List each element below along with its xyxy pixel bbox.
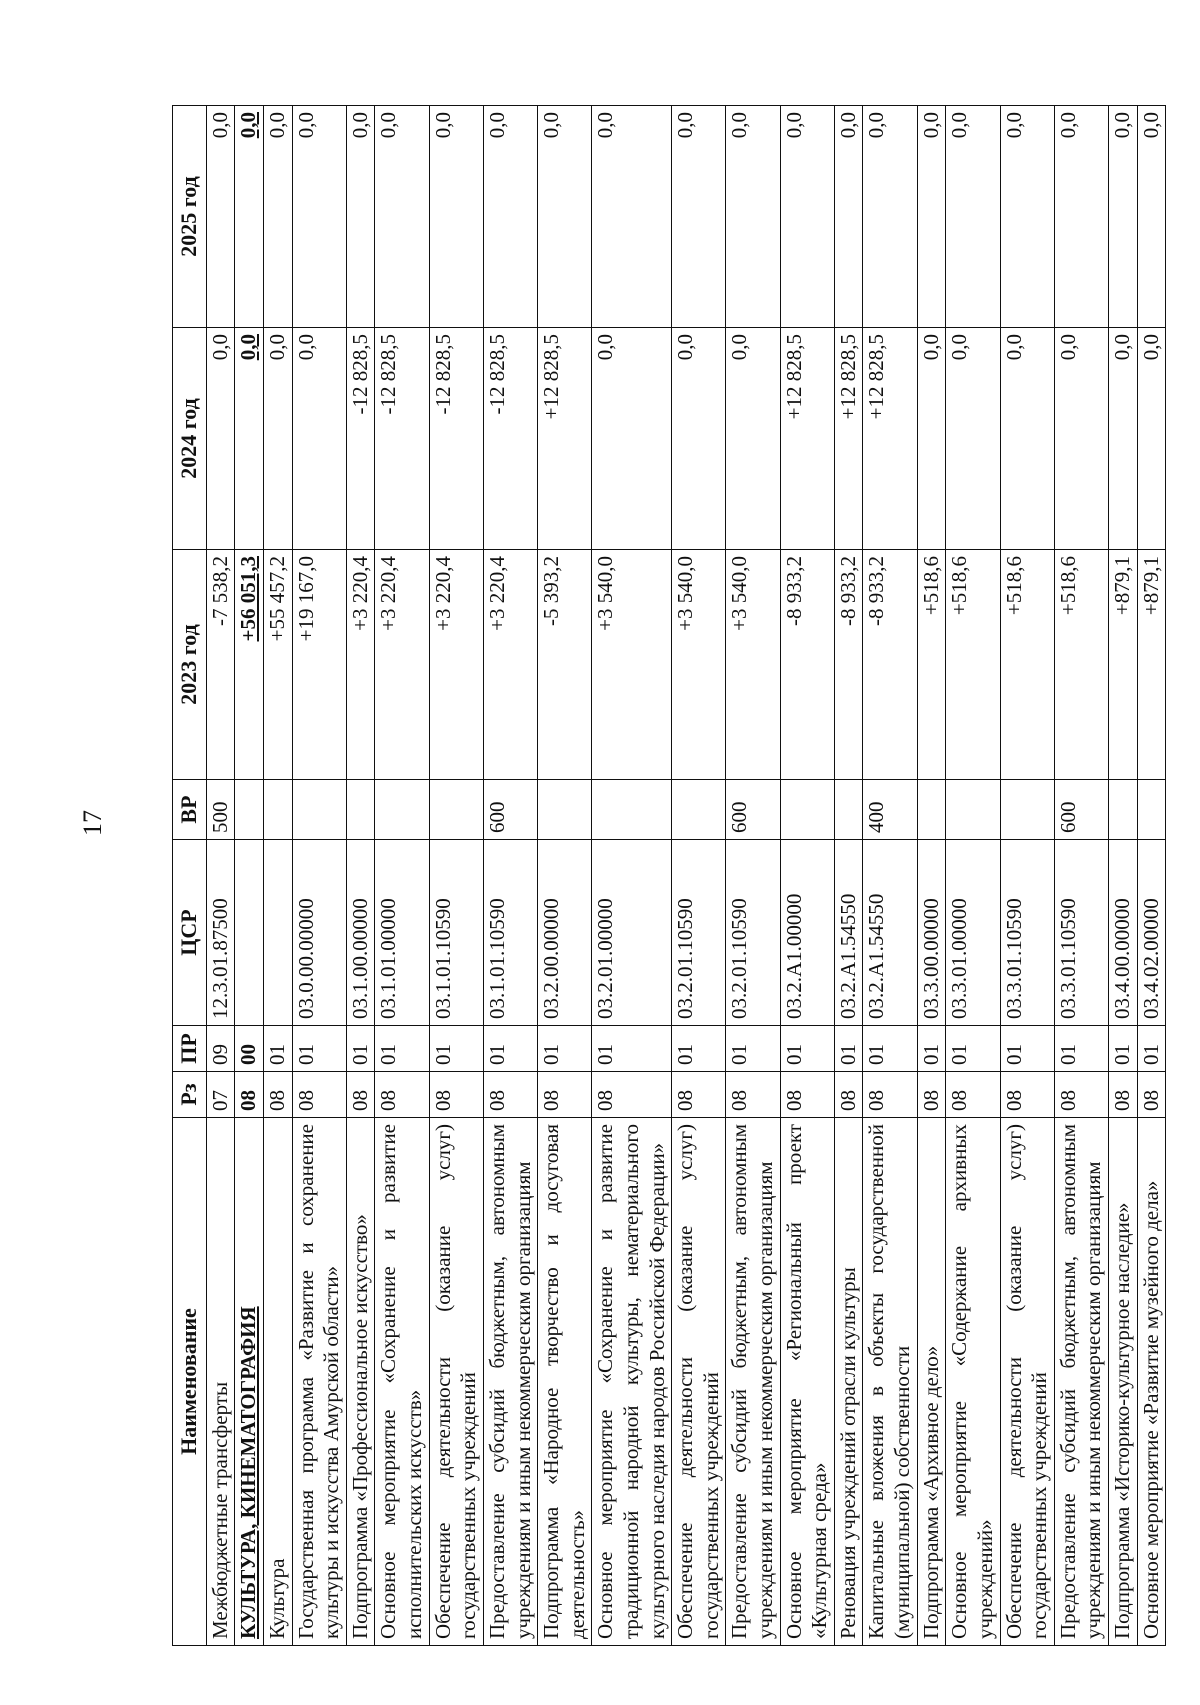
cell-2024: -12 828,5: [429, 328, 483, 550]
table-body: [206, 106, 1165, 1646]
cell-csr: 03.3.00.00000: [917, 840, 946, 1026]
cell-vr: [780, 780, 834, 840]
cell-csr: [235, 840, 264, 1026]
cell-rz: 08: [1054, 1072, 1108, 1118]
cell-rz: 08: [726, 1072, 780, 1118]
cell-rz: 08: [917, 1072, 946, 1118]
cell-csr: 03.0.00.00000: [292, 840, 346, 1026]
cell-rz: 08: [592, 1072, 672, 1118]
cell-2024: 0,0: [672, 328, 726, 550]
cell-name: Подпрограмма «Народное творчество и досуговая деятельность»: [538, 1118, 592, 1646]
cell-2024: 0,0: [592, 328, 672, 550]
cell-pr: 01: [538, 1026, 592, 1072]
cell-2023: +518,6: [946, 550, 1000, 780]
table-row: [483, 106, 537, 1646]
cell-rz: 08: [1137, 1072, 1166, 1118]
cell-2024: 0,0: [292, 328, 346, 550]
cell-2025: 0,0: [917, 106, 946, 328]
cell-vr: [834, 780, 863, 840]
cell-vr: [672, 780, 726, 840]
cell-csr: 03.2.A1.00000: [780, 840, 834, 1026]
header-pr: ПР: [173, 1026, 207, 1072]
cell-pr: 01: [592, 1026, 672, 1072]
cell-name: Основное мероприятие «Сохранение и развитие исполнительских искусств»: [375, 1118, 429, 1646]
cell-2025: 0,0: [726, 106, 780, 328]
cell-2024: 0,0: [917, 328, 946, 550]
cell-2024: +12 828,5: [834, 328, 863, 550]
cell-vr: [946, 780, 1000, 840]
cell-pr: 01: [1000, 1026, 1054, 1072]
cell-name: Межбюджетные трансферты: [206, 1118, 235, 1646]
cell-name: Обеспечение деятельности (оказание услуг) государственных учреждений: [672, 1118, 726, 1646]
cell-csr: 12.3.01.87500: [206, 840, 235, 1026]
cell-vr: [235, 780, 264, 840]
cell-pr: 01: [834, 1026, 863, 1072]
cell-2023: +518,6: [917, 550, 946, 780]
cell-2023: +3 540,0: [592, 550, 672, 780]
cell-pr: 01: [292, 1026, 346, 1072]
cell-2025: 0,0: [780, 106, 834, 328]
cell-2023: -8 933,2: [780, 550, 834, 780]
cell-rz: 08: [834, 1072, 863, 1118]
cell-pr: 01: [946, 1026, 1000, 1072]
cell-name: Государственная программа «Развитие и сохранение культуры и искусства Амурской области»: [292, 1118, 346, 1646]
cell-pr: 01: [483, 1026, 537, 1072]
cell-2024: 0,0: [1000, 328, 1054, 550]
cell-2023: +55 457,2: [264, 550, 293, 780]
cell-pr: 00: [235, 1026, 264, 1072]
cell-2025: 0,0: [1108, 106, 1137, 328]
cell-2025: 0,0: [206, 106, 235, 328]
page-number: 17: [78, 810, 107, 836]
table-row: [946, 106, 1000, 1646]
cell-rz: 08: [672, 1072, 726, 1118]
cell-2023: +3 220,4: [483, 550, 537, 780]
cell-csr: 03.2.01.10590: [726, 840, 780, 1026]
cell-name: Реновация учреждений отрасли культуры: [834, 1118, 863, 1646]
cell-2024: 0,0: [726, 328, 780, 550]
cell-vr: 600: [1054, 780, 1108, 840]
header-csr: ЦСР: [173, 840, 207, 1026]
cell-name: Основное мероприятие «Региональный проект «Культурная среда»: [780, 1118, 834, 1646]
table-row: [235, 106, 264, 1646]
cell-csr: 03.2.01.10590: [672, 840, 726, 1026]
table-row: [834, 106, 863, 1646]
cell-2023: -7 538,2: [206, 550, 235, 780]
cell-name: Подпрограмма «Архивное дело»: [917, 1118, 946, 1646]
table-row: [1000, 106, 1054, 1646]
cell-rz: 07: [206, 1072, 235, 1118]
cell-vr: [264, 780, 293, 840]
cell-pr: 01: [726, 1026, 780, 1072]
cell-rz: 08: [292, 1072, 346, 1118]
cell-2024: -12 828,5: [346, 328, 375, 550]
table-row: [1108, 106, 1137, 1646]
cell-2025: 0,0: [1000, 106, 1054, 328]
cell-csr: 03.1.01.00000: [375, 840, 429, 1026]
cell-pr: 01: [429, 1026, 483, 1072]
cell-vr: 400: [863, 780, 917, 840]
cell-pr: 01: [1137, 1026, 1166, 1072]
cell-rz: 08: [346, 1072, 375, 1118]
cell-csr: 03.3.01.10590: [1000, 840, 1054, 1026]
cell-vr: 500: [206, 780, 235, 840]
cell-pr: 01: [917, 1026, 946, 1072]
cell-pr: 01: [264, 1026, 293, 1072]
cell-2024: 0,0: [1137, 328, 1166, 550]
cell-rz: 08: [429, 1072, 483, 1118]
cell-name: Предоставление субсидий бюджетным, автономным учреждениям и иным некоммерческим организациям: [1054, 1118, 1108, 1646]
cell-vr: 600: [483, 780, 537, 840]
cell-2023: -8 933,2: [834, 550, 863, 780]
cell-2024: 0,0: [946, 328, 1000, 550]
cell-2023: +3 220,4: [375, 550, 429, 780]
cell-csr: 03.2.00.00000: [538, 840, 592, 1026]
cell-2023: -8 933,2: [863, 550, 917, 780]
cell-pr: 01: [346, 1026, 375, 1072]
table-row: [1054, 106, 1108, 1646]
cell-name: Обеспечение деятельности (оказание услуг) государственных учреждений: [1000, 1118, 1054, 1646]
table-row: [538, 106, 592, 1646]
cell-vr: [1137, 780, 1166, 840]
cell-pr: 01: [375, 1026, 429, 1072]
cell-2023: +3 220,4: [346, 550, 375, 780]
cell-rz: 08: [483, 1072, 537, 1118]
cell-2025: 0,0: [538, 106, 592, 328]
cell-csr: 03.1.01.10590: [483, 840, 537, 1026]
cell-2025: 0,0: [264, 106, 293, 328]
table-row: [292, 106, 346, 1646]
cell-name: Предоставление субсидий бюджетным, автономным учреждениям и иным некоммерческим организациям: [726, 1118, 780, 1646]
cell-name: Капитальные вложения в объекты государственной (муниципальной) собственности: [863, 1118, 917, 1646]
cell-csr: 03.1.01.10590: [429, 840, 483, 1026]
cell-vr: [1108, 780, 1137, 840]
cell-2025: 0,0: [1054, 106, 1108, 328]
cell-csr: 03.4.00.00000: [1108, 840, 1137, 1026]
cell-name: КУЛЬТУРА, КИНЕМАТОГРАФИЯ: [235, 1118, 264, 1646]
table-row: [429, 106, 483, 1646]
cell-rz: 08: [946, 1072, 1000, 1118]
cell-rz: 08: [1108, 1072, 1137, 1118]
cell-2024: 0,0: [1054, 328, 1108, 550]
table-row: [726, 106, 780, 1646]
cell-vr: [346, 780, 375, 840]
cell-2025: 0,0: [863, 106, 917, 328]
cell-2024: 0,0: [206, 328, 235, 550]
header-2023: 2023 год: [173, 550, 207, 780]
cell-vr: [1000, 780, 1054, 840]
cell-name: Основное мероприятие «Содержание архивных учреждений»: [946, 1118, 1000, 1646]
cell-rz: 08: [375, 1072, 429, 1118]
table-row: [780, 106, 834, 1646]
cell-vr: [917, 780, 946, 840]
cell-name: Предоставление субсидий бюджетным, автономным учреждениям и иным некоммерческим организациям: [483, 1118, 537, 1646]
cell-2025: 0,0: [235, 106, 264, 328]
cell-rz: 08: [264, 1072, 293, 1118]
cell-vr: [538, 780, 592, 840]
cell-2023: +518,6: [1000, 550, 1054, 780]
cell-2025: 0,0: [592, 106, 672, 328]
cell-2023: +3 220,4: [429, 550, 483, 780]
cell-name: Подпрограмма «Профессиональное искусство»: [346, 1118, 375, 1646]
table-row: [592, 106, 672, 1646]
cell-pr: 01: [672, 1026, 726, 1072]
rotated-table-container: [172, 106, 1163, 1646]
header-vr: ВР: [173, 780, 207, 840]
cell-2025: 0,0: [346, 106, 375, 328]
cell-2025: 0,0: [946, 106, 1000, 328]
cell-csr: 03.2.01.00000: [592, 840, 672, 1026]
cell-2025: 0,0: [292, 106, 346, 328]
cell-2024: -12 828,5: [483, 328, 537, 550]
table-row: [863, 106, 917, 1646]
cell-pr: 01: [780, 1026, 834, 1072]
cell-2025: 0,0: [375, 106, 429, 328]
cell-pr: 09: [206, 1026, 235, 1072]
cell-csr: 03.3.01.00000: [946, 840, 1000, 1026]
cell-rz: 08: [235, 1072, 264, 1118]
cell-2023: -5 393,2: [538, 550, 592, 780]
cell-pr: 01: [863, 1026, 917, 1072]
cell-pr: 01: [1054, 1026, 1108, 1072]
cell-2023: +879,1: [1137, 550, 1166, 780]
cell-2024: +12 828,5: [863, 328, 917, 550]
cell-csr: 03.2.A1.54550: [834, 840, 863, 1026]
cell-rz: 08: [780, 1072, 834, 1118]
cell-2024: -12 828,5: [375, 328, 429, 550]
cell-vr: [592, 780, 672, 840]
cell-2024: +12 828,5: [780, 328, 834, 550]
header-name: Наименование: [173, 1118, 207, 1646]
cell-rz: 08: [863, 1072, 917, 1118]
cell-csr: 03.3.01.10590: [1054, 840, 1108, 1026]
cell-2023: +879,1: [1108, 550, 1137, 780]
cell-vr: [292, 780, 346, 840]
cell-2023: +3 540,0: [726, 550, 780, 780]
cell-rz: 08: [538, 1072, 592, 1118]
cell-2025: 0,0: [672, 106, 726, 328]
cell-csr: 03.4.02.00000: [1137, 840, 1166, 1026]
cell-2023: +518,6: [1054, 550, 1108, 780]
cell-2023: +56 051,3: [235, 550, 264, 780]
table-row: [917, 106, 946, 1646]
cell-name: Основное мероприятие «Сохранение и развитие традиционной народной культуры, нематериального культурного наследия народов Российской Федерации»: [592, 1118, 672, 1646]
cell-vr: 600: [726, 780, 780, 840]
cell-name: Культура: [264, 1118, 293, 1646]
cell-name: Основное мероприятие «Развитие музейного дела»: [1137, 1118, 1166, 1646]
table-row: [375, 106, 429, 1646]
cell-2025: 0,0: [1137, 106, 1166, 328]
cell-csr: [264, 840, 293, 1026]
table-row: [206, 106, 235, 1646]
cell-csr: 03.1.00.00000: [346, 840, 375, 1026]
table-row: [672, 106, 726, 1646]
cell-vr: [375, 780, 429, 840]
cell-2025: 0,0: [483, 106, 537, 328]
header-2024: 2024 год: [173, 328, 207, 550]
cell-2025: 0,0: [834, 106, 863, 328]
cell-csr: 03.2.A1.54550: [863, 840, 917, 1026]
cell-2025: 0,0: [429, 106, 483, 328]
cell-name: Подпрограмма «Историко-культурное наследие»: [1108, 1118, 1137, 1646]
cell-rz: 08: [1000, 1072, 1054, 1118]
header-rz: Рз: [173, 1072, 207, 1118]
table-row: [1137, 106, 1166, 1646]
cell-2023: +19 167,0: [292, 550, 346, 780]
cell-2023: +3 540,0: [672, 550, 726, 780]
table-header-row: [173, 106, 207, 1646]
cell-2024: 0,0: [235, 328, 264, 550]
header-2025: 2025 год: [173, 106, 207, 328]
table-row: [346, 106, 375, 1646]
cell-2024: +12 828,5: [538, 328, 592, 550]
cell-vr: [429, 780, 483, 840]
cell-2024: 0,0: [1108, 328, 1137, 550]
cell-pr: 01: [1108, 1026, 1137, 1072]
cell-name: Обеспечение деятельности (оказание услуг) государственных учреждений: [429, 1118, 483, 1646]
cell-2024: 0,0: [264, 328, 293, 550]
table-row: [264, 106, 293, 1646]
budget-table: [172, 105, 1166, 1646]
